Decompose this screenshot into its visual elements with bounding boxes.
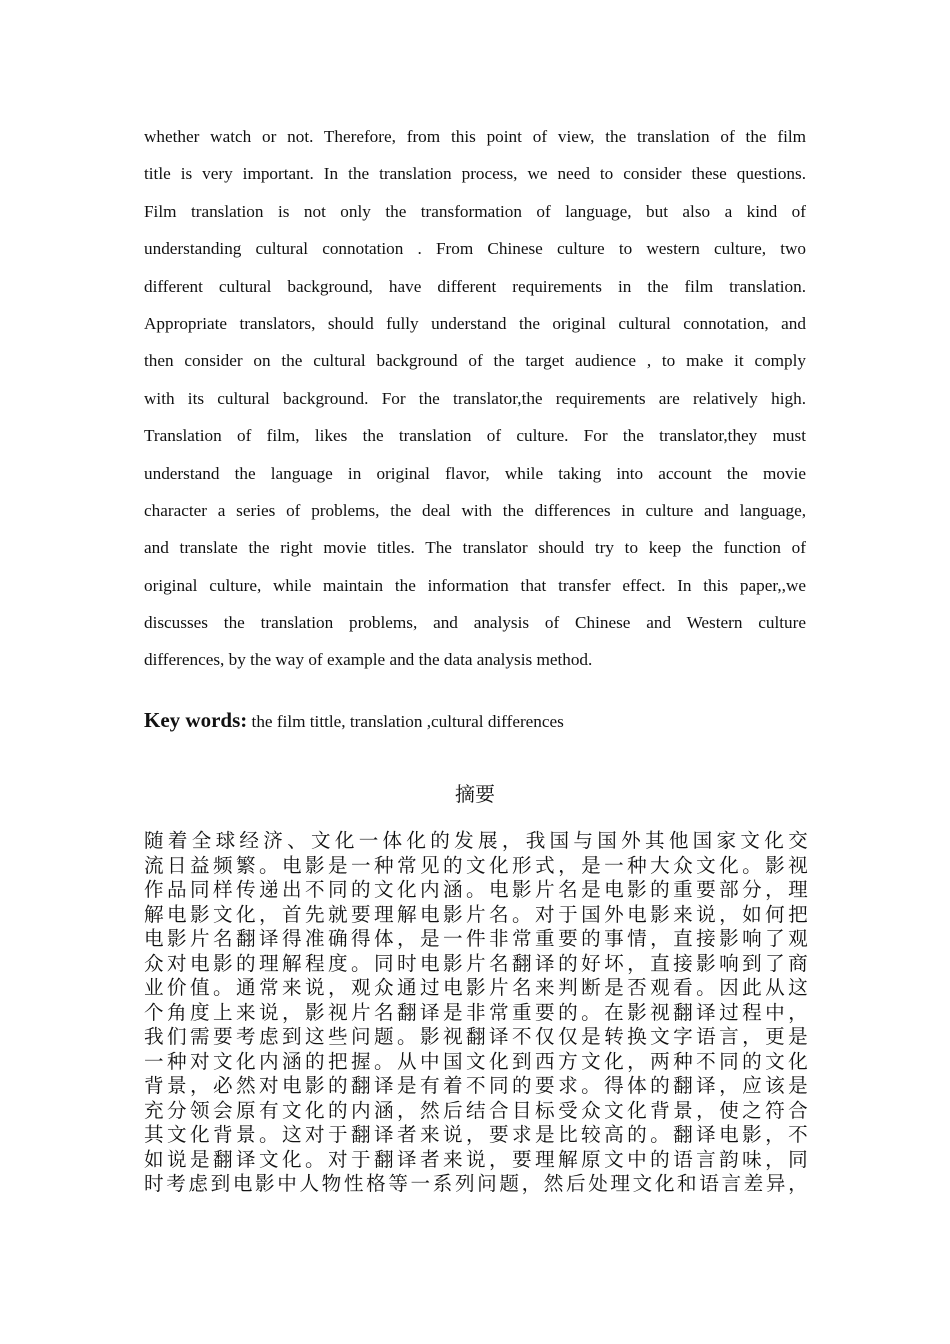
keywords-label: Key words: <box>144 708 248 732</box>
chinese-abstract-heading: 摘要 <box>455 782 495 806</box>
text-line: 一种对文化内涵的把握。从中国文化到西方文化，两种不同的文化 <box>144 1049 808 1073</box>
text-line: different cultural background, have different requirements in the film translation. <box>144 276 806 296</box>
keywords-value: the film tittle, translation ,cultural differences <box>247 712 564 731</box>
text-line: Translation of film, likes the translation of culture. For the translator,they must <box>144 426 806 446</box>
chinese-abstract-body <box>144 829 808 1197</box>
text-line: title is very important. In the translation process, we need to consider these questions. <box>144 164 806 184</box>
text-line: 电影片名翻译得准确得体，是一件非常重要的事情，直接影响了观 <box>144 927 808 950</box>
text-line: Film translation is not only the transformation of language, but also a kind of <box>144 201 806 221</box>
text-line: 个角度上来说，影视片名翻译是非常重要的。在影视翻译过程中， <box>144 1000 808 1024</box>
text-line: 背景，必然对电影的翻译是有着不同的要求。得体的翻译，应该是 <box>144 1074 808 1097</box>
text-line: whether watch or not. Therefore, from this point of view, the translation of the film <box>144 127 806 146</box>
text-line: 作品同样传递出不同的文化内涵。电影片名是电影的重要部分，理 <box>144 878 808 901</box>
text-line: understanding cultural connotation . From Chinese culture to western culture, two <box>144 239 806 259</box>
text-line: 众对电影的理解程度。同时电影片名翻译的好坏，直接影响到了商 <box>144 951 808 975</box>
text-line: 业价值。通常来说，观众通过电影片名来判断是否观看。因此从这 <box>144 976 808 999</box>
text-line: differences, by the way of example and the data analysis method. <box>144 650 593 670</box>
text-line: with its cultural background. For the translator,the requirements are relatively high. <box>144 388 806 408</box>
text-line: character a series of problems, the deal with the differences in culture and language, <box>144 500 806 520</box>
text-line: 随着全球经济、文化一体化的发展，我国与国外其他国家文化交 <box>144 829 808 852</box>
text-line: 其文化背景。这对于翻译者来说，要求是比较高的。翻译电影，不 <box>144 1123 808 1146</box>
keywords-line <box>144 705 806 738</box>
text-line: 时考虑到电影中人物性格等一系列问题，然后处理文化和语言差异， <box>144 1172 808 1195</box>
text-line: original culture, while maintain the information that transfer effect. In this paper,,we <box>144 575 806 595</box>
text-line: and translate the right movie titles. The translator should try to keep the function of <box>144 538 806 558</box>
text-line: 充分领会原有文化的内涵，然后结合目标受众文化背景，使之符合 <box>144 1098 808 1122</box>
text-line: 解电影文化，首先就要理解电影片名。对于国外电影来说，如何把 <box>144 902 808 926</box>
text-line: Appropriate translators, should fully understand the original cultural connotation, and <box>144 313 806 333</box>
text-line: discusses the translation problems, and analysis of Chinese and Western culture <box>144 613 806 633</box>
text-line: then consider on the cultural background of the target audience , to make it comply <box>144 351 806 371</box>
text-line: understand the language in original flavor, while taking into account the movie <box>144 463 806 483</box>
text-line: 如说是翻译文化。对于翻译者来说，要理解原文中的语言韵味，同 <box>144 1147 808 1171</box>
english-abstract-body <box>144 118 806 679</box>
text-line: 我们需要考虑到这些问题。影视翻译不仅仅是转换文字语言，更是 <box>144 1025 808 1048</box>
text-line: 流日益频繁。电影是一种常见的文化形式，是一种大众文化。影视 <box>144 853 808 877</box>
